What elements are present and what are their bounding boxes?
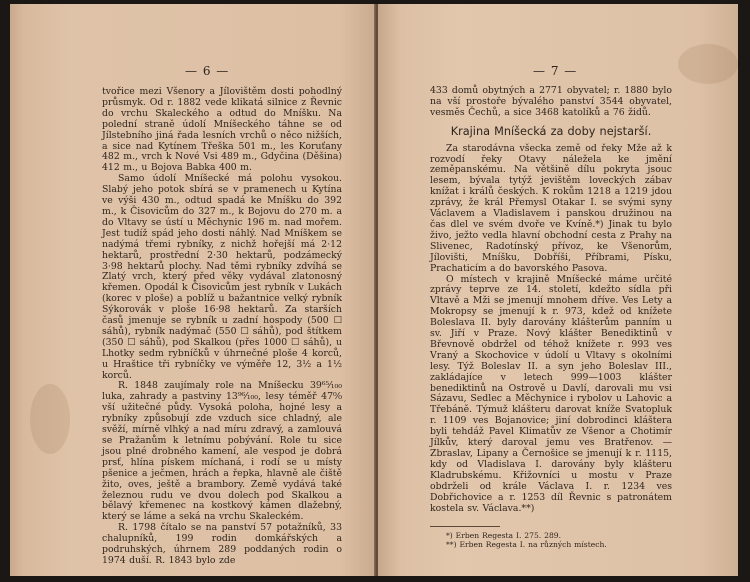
footnote: **) Erben Regesta I. na různých místech.	[446, 540, 607, 550]
paragraph: Samo údolí Mníšecké má polohu vysokou. Slabý jeho potok sbírá se v pramenech u Kytína ve výši 430 m., odtud spadá ke Mníšku do 392 m., k Čisovicům do 327 m., k Bojovu do 270 m. a do Vltavy se ústí u Měchynic 196 m. nad mořem. Jest tudíž spád jeho dosti náhlý. Nad Mníškem se nadýmá třemi rybníky, z nichž hořejší má 2·12 hektarů, prostřední 2·30 hektarů, podzámecký 3·98 hektarů plochy. Nad těmi rybníky zdvíhá se Zlatý vrch, který před věky vydával zlatonosný křemen. Opodál k Čisovicům jest rybník v Lukách (korec v ploše) a poblíž u bažantnice velký rybník Sýkorovák v ploše 16·98 hektarů. Za starších časů jmenuje se rybník u zadní hospody (500 ☐ sáhů), rybník nadýmač (550 ☐ sáhů), pod štítkem (350 ☐ sáhů), pod Skalkou (přes 1000 ☐ sáhů), u Lhotky sedm rybníčků v úhrnečné ploše 4 korců, u Hraštice tři rybníčky ve výměře 12, 3½ a 1½ korců.	[102, 173, 342, 381]
paragraph: R. 1848 zaujímaly role na Mníšecku 39⁶⁵⁄₁₀₀ luka, zahrady a pastviny 13⁹⁶⁄₁₀₀, lesy téměř 47⁰⁄₀ vší užitečné půdy. Vysoká poloha, hojné lesy a rybníky způsobují zde vzduch sice chladný, ale svěží, mírně vlhký a nad míru zdravý, a zamlouvá se Pražanům k letnímu pobývání. Role tu sice jsou plné drobného kamení, ale vespod je dobrá prsť, hlína pískem míchaná, i rodí se u místy pšenice a ječmen, hrách a řepka, hlavně ale čiště žito, oves, ještě a brambory. Země vydává také železnou rudu ve dvou dolech pod Skalkou a bělavý křemenec na kostkový kámen dlažebný, který se láme a seká na vrchu Skaleckém.	[102, 380, 342, 523]
paragraph: tvořice mezi Všenory a Jílovištěm dosti pohodlný průsmyk. Od r. 1882 vede klikatá silnice z Řevnic do vrchu Skaleckého a odtud do Mníšku. Na polední straně údolí Mníšeckého táhne se od Jílstebního jiná řada lesních vrchů o něco nižších, a sice nad Kytínem Třeška 501 m., les Koruťany 482 m., vrch k Nové Vsi 489 m., Gdyčina (Děšina) 412 m., u Bojova Babka 400 m.	[102, 86, 342, 174]
page-number: — 7 —	[533, 64, 578, 78]
paper-stain	[678, 44, 738, 84]
paragraph: R. 1798 čítalo se na panství 57 potažníků, 33 chalupníků, 199 rodin domkářských a podruhských, úhrnem 289 poddaných rodin o 1974 duší. R. 1843 bylo zde	[102, 522, 342, 566]
left-page	[10, 4, 376, 576]
paragraph: O místech v krajině Mníšecké máme určité zprávy teprve ze 14. století, kdežto sídla při Vltavě a Mži se jmenují mnohem dříve. Ves Lety a Mokropsy se jmenují k r. 973, kdež od knížete Boleslava II. byly darovány klášterům panním u sv. Jiří v Praze. Nový klášter Benediktinů v Břevnově obdržel od téhož knížete r. 993 ves Vraný a Skochovice v údolí u Vltavy s okolními lesy. Týž Boleslav II. a syn jeho Boleslav III., zakládajíce v letech 999—1003 klášter benediktinů na Ostrově u Davlí, darovali mu vsi Sázavu, Sedlec a Měchynice i rybolov u Lahovic a Třebáně. Týmuž klášteru darovat kníže Svatopluk r. 1109 ves Bojanovice; jiní dobrodinci kláštera byli tehdáž Pavel Klimatův ze Všenor a Chotimír Jílkův, který daroval jemu ves Bratřenov. — Zbraslav, Lipany a Černošice se jmenují k r. 1115, kdy od Vladislava I. darovány byly klášteru Kladrubskému. Křižovníci u mostu v Praze obdrželi od krále Václava I. r. 1234 ves Dobřichovice a r. 1253 díl Řevnic s patronátem kostela sv. Václava.**)	[430, 273, 672, 514]
open-book	[10, 4, 738, 576]
right-page-text	[430, 86, 672, 549]
footnote-rule	[430, 526, 500, 527]
footnote: *) Erben Regesta I. 275. 289.	[446, 531, 562, 541]
page-number: — 6 —	[185, 64, 230, 78]
left-page-text	[102, 87, 342, 567]
paper-stain	[30, 384, 70, 454]
paragraph: Za starodávna všecka země od řeky Mže až k rozvodí řeky Otavy náležela ke jmění zeměpanskému. Na většině dílu pokryta jsouc lesem, bývala tytýž jevištěm loveckých zábav knížat i králů českých. K rokům 1218 a 1219 jdou zprávy, že král Přemysl Otakar I. se svými syny Václavem a Vladislavem i panskou družinou na čas dlel ve svém dvoře ve Kvíně.*) Jinak tu bylo živo, ježto vedla hlavní obchodní cesta z Prahy na Slivenec, Radotínský přívoz, ke Všenorům, Jílovišti, Mníšku, Dobříši, Příbrami, Písku, Prachaticím a do bavorského Pasova.	[430, 142, 672, 274]
right-page	[378, 4, 738, 576]
paragraph: 433 domů obytných a 2771 obyvatel; r. 1880 bylo na vší prostoře bývalého panství 3544 obyvatel, vesměs Čechů, a sice 3468 katolíků a 76 židů.	[430, 85, 672, 118]
section-heading: Krajina Mníšecká za doby nejstarší.	[450, 124, 652, 138]
